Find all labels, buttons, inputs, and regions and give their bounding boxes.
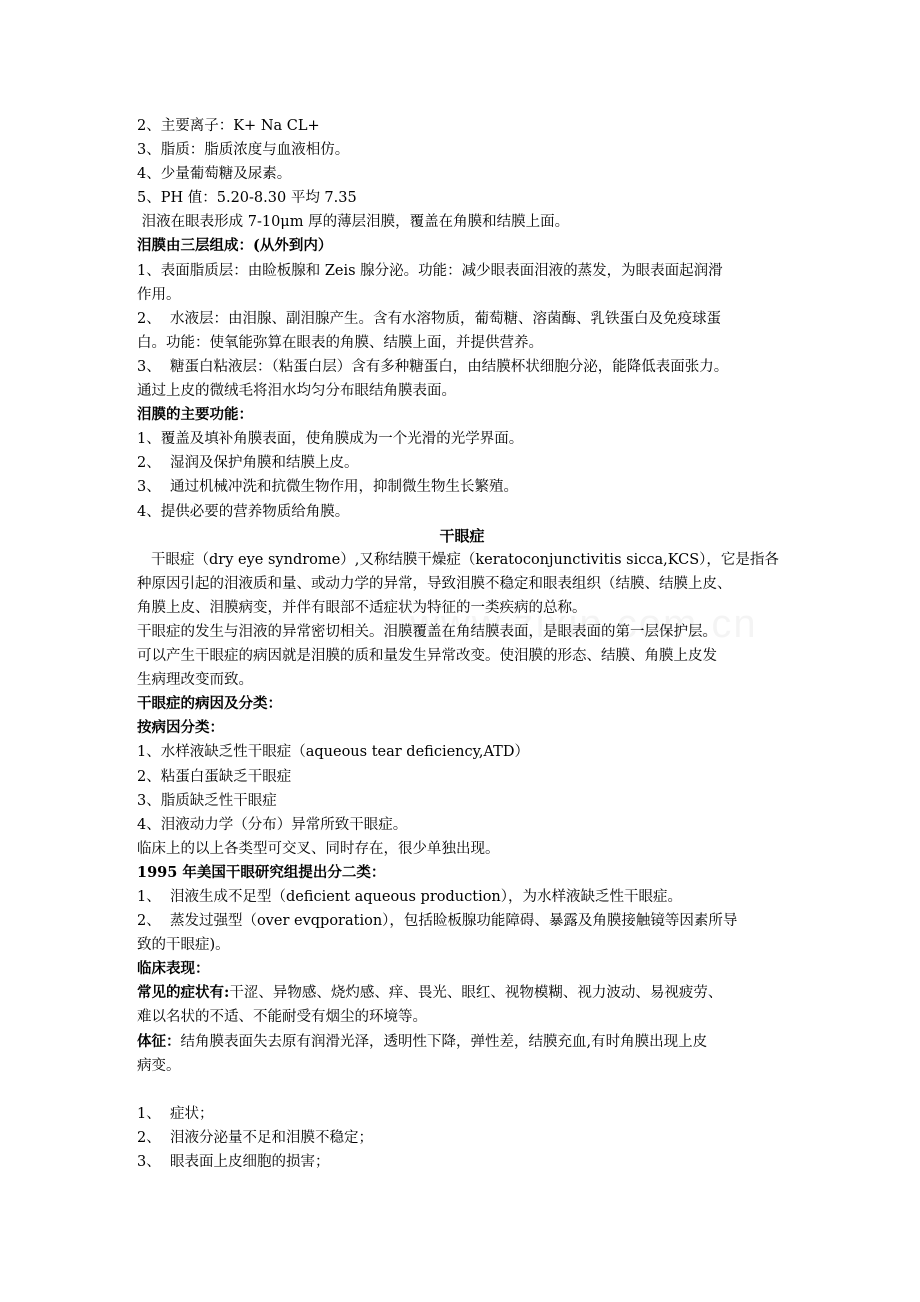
paragraph-line: 临床上的以上各类型可交叉、同时存在，很少单独出现。 (137, 840, 500, 857)
section-title: 干眼症 (439, 526, 485, 545)
paragraph-line: 致的干眼症)。 (137, 937, 230, 954)
paragraph-line: 种原因引起的泪液质和量、或动力学的异常，导致泪膜不稳定和眼表组织（结膜、结膜上皮、 (137, 575, 732, 592)
clinical-heading: 临床表现： (137, 960, 210, 978)
cause-heading: 干眼症的病因及分类： (137, 695, 282, 713)
layers-heading: 泪膜由三层组成：(从外到内） (137, 237, 333, 255)
paragraph-line: 干眼症的发生与泪液的异常密切相关。泪膜覆盖在角结膜表面，是眼表面的第一层保护层。 (137, 623, 717, 640)
paragraph-line: 通过上皮的微绒毛将泪水均匀分布眼结角膜表面。 (137, 383, 456, 400)
list-item: 2、 蒸发过强型（over evqporation），包括睑板腺功能障碍、暴露及角膜接触镜等因素所导 (137, 913, 738, 930)
paragraph-line: 病变。 (137, 1057, 181, 1074)
list-item: 3、脂质缺乏性干眼症 (137, 792, 277, 809)
list-item: 3、 眼表面上皮细胞的损害； (137, 1154, 330, 1171)
symptoms-line (137, 981, 787, 1005)
signs-line (137, 1030, 787, 1054)
tear-film-intro: 泪液在眼表形成 7-10μm 厚的薄层泪膜，覆盖在角膜和结膜上面。 (137, 214, 570, 231)
paragraph-line: 可以产生干眼症的病因就是泪膜的质和量发生异常改变。使泪膜的形态、结膜、角膜上皮发 (137, 648, 717, 665)
symptoms-label: 常见的症状有: (137, 984, 230, 1002)
list-item: 4、提供必要的营养物质给角膜。 (137, 503, 350, 520)
list-item: 1、水样液缺乏性干眼症（aqueous tear deficiency,ATD） (137, 744, 529, 761)
list-item: 2、粘蛋白蛋缺乏干眼症 (137, 768, 292, 785)
document-body (137, 114, 787, 1174)
glucose-line: 4、少量葡萄糖及尿素。 (137, 166, 292, 183)
paragraph-line: 3、 糖蛋白粘液层：（粘蛋白层）含有多种糖蛋白，由结膜杯状细胞分泌，能降低表面张力。 (137, 358, 729, 375)
diagnosis-line (137, 1078, 787, 1102)
functions-heading: 泪膜的主要功能： (137, 406, 253, 424)
classification-heading: 1995 年美国干眼研究组提出分二类： (137, 863, 386, 881)
paragraph-line: 生病理改变而致。 (137, 672, 253, 689)
paragraph-line: 白。功能：使氧能弥算在眼表的角膜、结膜上面，并提供营养。 (137, 334, 543, 351)
paragraph-line: 2、 水液层：由泪腺、副泪腺产生。含有水溶物质，葡萄糖、溶菌酶、乳铁蛋白及免疫球蛋 (137, 310, 721, 327)
list-item: 2、 湿润及保护角膜和结膜上皮。 (137, 455, 359, 472)
list-item: 1、 症状； (137, 1105, 214, 1122)
paragraph-line: 难以名状的不适、不能耐受有烟尘的环境等。 (137, 1009, 427, 1026)
list-item: 1、 泪液生成不足型（deficient aqueous production），为水样液缺乏性干眼症。 (137, 889, 683, 905)
paragraph-line: 角膜上皮、泪膜病变，并伴有眼部不适症状为特征的一类疾病的总称。 (137, 599, 587, 616)
paragraph-line: 作用。 (137, 286, 181, 303)
list-item: 2、 泪液分泌量不足和泪膜不稳定； (137, 1129, 373, 1146)
symptoms-text: 干涩、异物感、烧灼感、痒、畏光、眼红、视物模糊、视力波动、易视疲劳、 (229, 985, 723, 1002)
ph-line: 5、PH 值：5.20-8.30 平均 7.35 (137, 190, 357, 207)
list-item: 1、覆盖及填补角膜表面，使角膜成为一个光滑的光学界面。 (137, 431, 524, 448)
list-item: 3、 通过机械冲洗和抗微生物作用，抑制微生物生长繁殖。 (137, 479, 518, 496)
paragraph-line: 干眼症（dry eye syndrome）,又称结膜干燥症（keratoconjunctivitis sicca,KCS），它是指各 (151, 551, 779, 568)
list-item: 4、泪液动力学（分布）异常所致干眼症。 (137, 816, 408, 833)
ion-line: 2、主要离子：K+ Na CL+ (137, 118, 320, 134)
paragraph-line: 1、表面脂质层：由睑板腺和 Zeis 腺分泌。功能：减少眼表面泪液的蒸发，为眼表面起润滑 (137, 262, 723, 279)
signs-label: 体征： (137, 1032, 181, 1050)
signs-text: 结角膜表面失去原有润滑光泽，透明性下降，弹性差，结膜充血,有时角膜出现上皮 (180, 1033, 708, 1050)
subheading: 按病因分类： (137, 719, 224, 737)
lipid-line: 3、脂质：脂质浓度与血液相仿。 (137, 142, 350, 159)
